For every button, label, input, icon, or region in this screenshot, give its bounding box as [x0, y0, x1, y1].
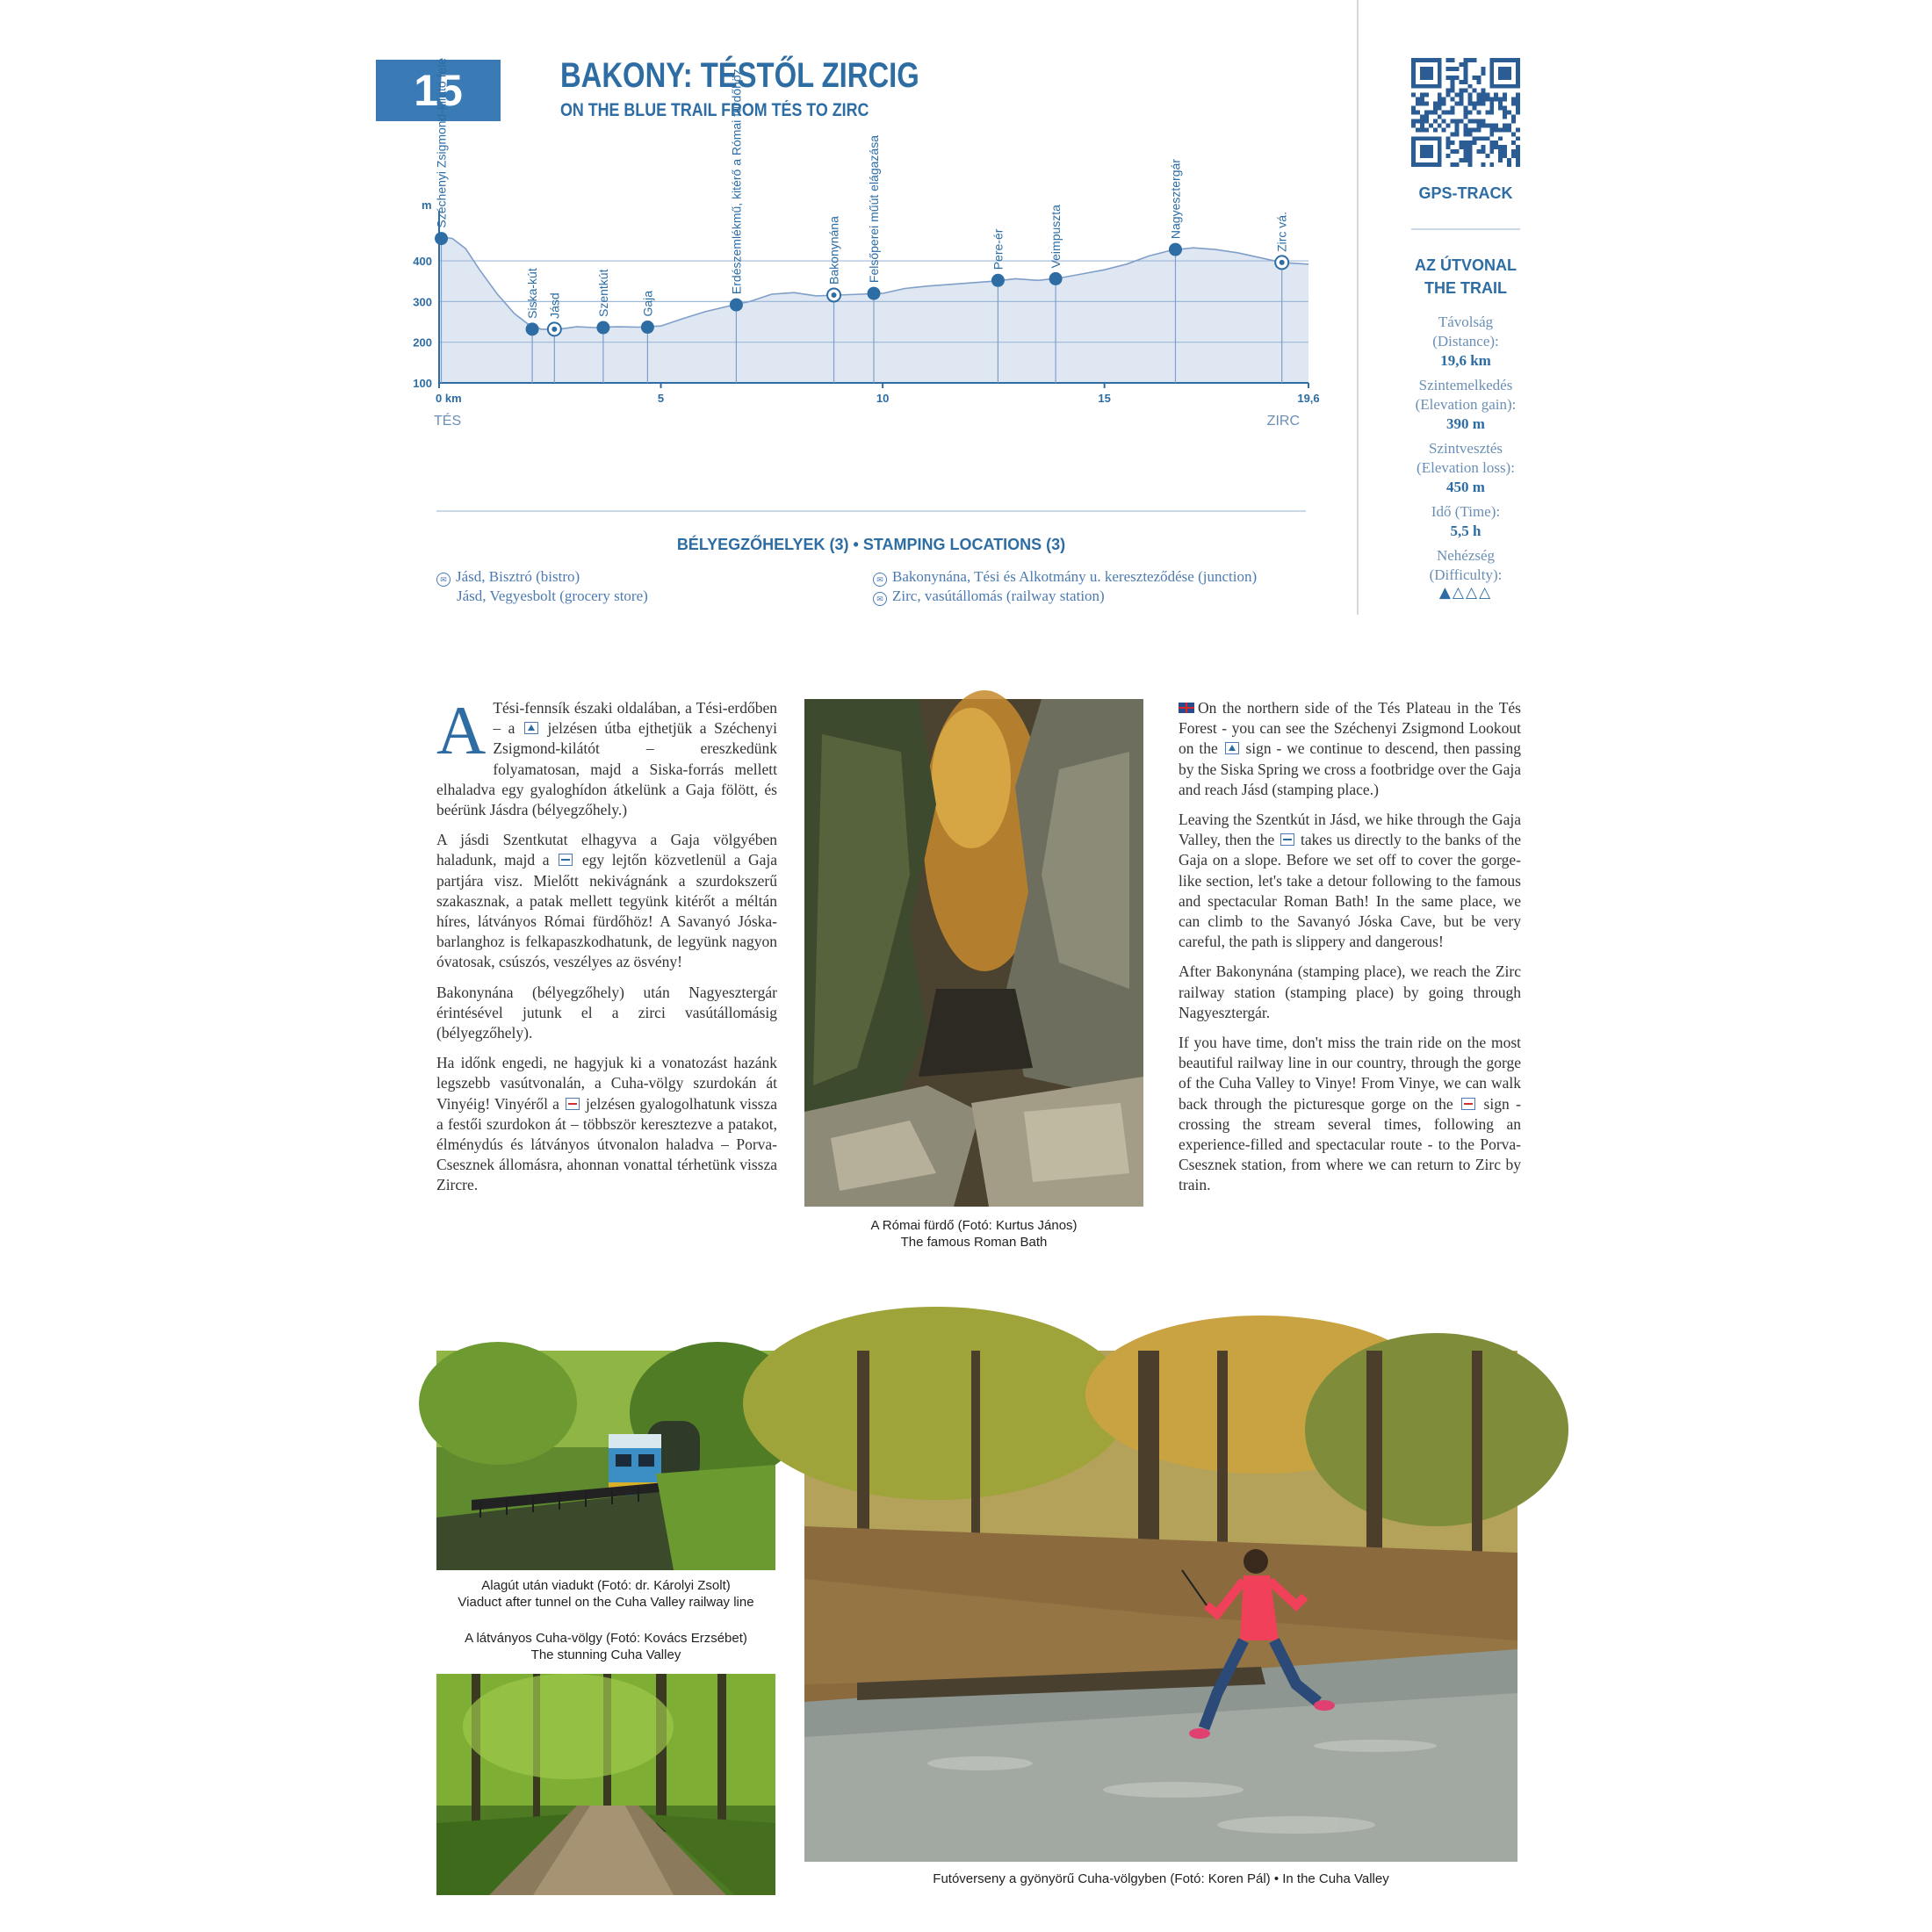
y-tick-label: 300 [413, 295, 432, 309]
waypoint-label: Zirc vá. [1274, 212, 1289, 252]
x-tick-label: 5 [657, 392, 665, 405]
elevation-gain-label-en: (Elevation gain): [1415, 396, 1517, 413]
waypoint-label: Széchenyi Zsigmond-kilátó felé [434, 57, 449, 228]
elevation-loss-label-en: (Elevation loss): [1417, 459, 1515, 476]
x-tick-label: 19,6 [1297, 392, 1320, 405]
hu-paragraph-4b: jelzésen gyalogolhatunk vissza a festői szurdokon át – többször keresztezve a patakot, élménydús és látványos útvonalon haladva – Porva-Csesznek állomásra, ahonnan vonattal térhetünk vissza Zircre. [436, 1094, 778, 1194]
route-number-badge: 15 [376, 60, 501, 121]
hu-paragraph-3: Bakonynána (bélyegzőhely) után Nagyesztergár érintésével jutunk el a zirci vasútállomásig (bélyegzőhely). [436, 983, 777, 1042]
stamp-pin-icon: ✉ [873, 592, 887, 606]
waypoint-label: Bakonynána [826, 216, 841, 285]
stamping-location-4: ✉ Zirc, vasútállomás (railway station) [873, 587, 1105, 606]
en-paragraph-4a: If you have time, don't miss the train ride on the most beautiful railway line in our country, through the gorge of the Cuha Valley to Vinye! From Vinye, we can walk back through the picturesque gorge on the [1179, 1034, 1521, 1113]
waypoint-marker [730, 299, 743, 312]
blue-triangle-sign-icon [524, 722, 538, 734]
distance-label: Távolság [1438, 314, 1494, 330]
runner-stream-photo [804, 1351, 1517, 1862]
stamping-location-1: ✉ Jásd, Bisztró (bistro) [436, 567, 580, 587]
y-tick-label: 100 [413, 377, 432, 390]
caption-en: The famous Roman Bath [900, 1235, 1048, 1250]
caption-hu: Alagút után viadukt (Fotó: dr. Károlyi Zsolt) [481, 1578, 731, 1593]
waypoint-marker [435, 232, 448, 245]
chart-rule [436, 510, 1306, 512]
roman-bath-photo [804, 699, 1143, 1207]
blue-triangle-sign-icon [1225, 742, 1239, 754]
waypoint-marker [641, 321, 654, 334]
waypoint-marker [991, 274, 1005, 287]
body-text-english [1179, 698, 1521, 1206]
stamping-location-3: ✉ Bakonynána, Tési és Alkotmány u. kereszteződése (junction) [873, 567, 1257, 587]
end-location-label: ZIRC [1266, 414, 1300, 429]
hu-paragraph-1a: Tési-fennsík északi oldalában, a Tési-erdőben – a [493, 699, 777, 738]
stamp-waypoint-dot [832, 292, 837, 298]
stamping-heading: BÉLYEGZŐHELYEK (3) • STAMPING LOCATIONS (3) [676, 536, 1066, 553]
sidebar-rule [1411, 228, 1520, 230]
blue-stripe-sign-icon [1280, 833, 1294, 846]
viaduct-caption [436, 1577, 775, 1611]
qr-code-icon[interactable] [1411, 58, 1520, 167]
red-stripe-sign-icon [1461, 1098, 1475, 1110]
elevation-gain-value: 390 m [1446, 415, 1485, 432]
time-value: 5,5 h [1450, 523, 1481, 539]
y-tick-label: 200 [413, 335, 432, 350]
en-paragraph-1a: On the northern side of the Tés Plateau in the Tés Forest - you can see the Széchenyi Zsigmond Lookout on the [1179, 699, 1521, 758]
caption-en: Viaduct after tunnel on the Cuha Valley railway line [458, 1595, 754, 1610]
viaduct-train-photo [436, 1351, 775, 1570]
waypoint-marker [596, 321, 609, 335]
elevation-loss-value: 450 m [1446, 479, 1485, 495]
waypoint-marker [1049, 272, 1063, 285]
trail-heading-en: THE TRAIL [1424, 279, 1507, 297]
en-paragraph-2a: Leaving the Szentkút in Jásd, we hike through the Gaja Valley, then the [1179, 811, 1521, 849]
distance-label-en: (Distance): [1432, 333, 1499, 350]
hu-paragraph-2a: A jásdi Szentkutat elhagyva a Gaja völgyében haladunk, majd a [436, 831, 777, 869]
waypoint-label: Jásd [547, 292, 562, 319]
trail-heading-hu: AZ ÚTVONAL [1415, 256, 1517, 274]
y-tick-label: 400 [413, 255, 432, 269]
waypoint-label: Erdészemlékmű, kitérő a Római fürdőhöz [729, 68, 744, 295]
waypoint-label: Felsőperei műút elágazása [867, 134, 881, 284]
cuha-valley-caption [436, 1630, 775, 1663]
blue-stripe-sign-icon [559, 854, 573, 866]
page-subtitle: ON THE BLUE TRAIL FROM TÉS TO ZIRC [560, 100, 869, 120]
elevation-loss-label: Szintvesztés [1428, 440, 1503, 457]
x-tick-label: 0 km [436, 392, 462, 405]
page-title: BAKONY: TÉSTŐL ZIRCIG [560, 56, 919, 95]
time-label: Idő (Time): [1431, 503, 1501, 520]
stamp-waypoint-dot [551, 327, 557, 332]
en-paragraph-2b: takes us directly to the banks of the Gaja on a slope. Before we set off to cover the gorge-like section, let's take a detour following to the famous and spectacular Roman Bath! In the same place, we can climb to the Savanyó Jóska Cave, but be very careful, the path is slippery and dangerous! [1179, 831, 1521, 951]
hu-paragraph-1b: jelzésen útba ejthetjük a Széchenyi Zsigmond-kilátót – ereszkedünk folyamatosan, majd a Siska-forrás mellett elhaladva egy gyaloghídon átkelünk a Gaja fölött, és beérünk Jásdra (bélyegzőhely.) [436, 719, 777, 819]
difficulty-label-en: (Difficulty): [1429, 566, 1503, 583]
stamp-waypoint-dot [1280, 260, 1285, 265]
stamping-location-2: Jásd, Vegyesbolt (grocery store) [457, 588, 648, 604]
waypoint-label: Nagyesztergár [1168, 159, 1183, 240]
en-paragraph-3: After Bakonynána (stamping place), we reach the Zirc railway station (stamping place) by going through Nagyesztergár. [1179, 962, 1521, 1021]
red-stripe-sign-icon [566, 1098, 580, 1110]
runner-caption: Futóverseny a gyönyörű Cuha-völgyben (Fotó: Koren Pál) • In the Cuha Valley [933, 1871, 1389, 1886]
stamp-pin-icon: ✉ [873, 573, 887, 587]
x-tick-label: 15 [1098, 392, 1111, 405]
uk-flag-icon [1179, 703, 1194, 713]
waypoint-label: Siska-kút [525, 268, 540, 319]
stamp-pin-icon: ✉ [436, 573, 451, 587]
roman-bath-caption [804, 1217, 1143, 1251]
waypoint-label: Pere-ér [991, 228, 1006, 270]
caption-en: The stunning Cuha Valley [530, 1647, 681, 1662]
caption-hu: A Római fürdő (Fotó: Kurtus János) [870, 1218, 1078, 1233]
sidebar-divider [1357, 0, 1359, 615]
start-location-label: TÉS [434, 414, 462, 429]
distance-value: 19,6 km [1440, 352, 1491, 369]
dropcap: A [436, 692, 487, 768]
difficulty-rating: ▲△△△ [1438, 584, 1493, 602]
caption-hu: A látványos Cuha-völgy (Fotó: Kovács Erzsébet) [465, 1631, 747, 1646]
elevation-gain-label: Szintemelkedés [1418, 377, 1513, 393]
en-paragraph-1b: sign - we continue to descend, then passing by the Siska Spring we cross a footbridge over the Gaja and reach Jásd (stamping place.) [1179, 739, 1522, 798]
cuha-valley-photo [436, 1674, 775, 1895]
y-axis-label: m [422, 198, 432, 212]
hu-paragraph-4a: Ha időnk engedi, ne hagyjuk ki a vonatozást hazánk legszebb vasútvonalán, a Cuha-völgy szurdokán át Vinyéig! Vinyéről a [436, 1054, 777, 1113]
waypoint-marker [868, 287, 881, 300]
waypoint-label: Gaja [640, 290, 655, 317]
gps-track-label: GPS-TRACK [1418, 184, 1513, 202]
waypoint-label: Veimpuszta [1049, 205, 1063, 269]
difficulty-label: Nehézség [1436, 547, 1496, 564]
en-paragraph-4b: sign - crossing the stream several times, following an experience-filled and spectacular route - to the Porva-Csesznek station, from where we can return to Zirc by train. [1179, 1094, 1521, 1194]
body-text-hungarian [436, 692, 778, 1206]
x-tick-label: 10 [876, 392, 890, 405]
hu-paragraph-2b: egy lejtőn közvetlenül a Gaja partjára visz. Mielőtt nekivágnánk a szurdokszerű szakasznak, a patak mellett tegyünk kitérőt a méltán híres, látványos Római fürdőhöz! A Savanyó Jóska-barlanghoz is felkapaszkodhatunk, de legyünk nagyon óvatosak, csúszós, veszélyes az ösvény! [436, 851, 778, 971]
waypoint-label: Szentkút [595, 269, 610, 318]
waypoint-marker [526, 322, 539, 335]
waypoint-marker [1169, 243, 1182, 256]
